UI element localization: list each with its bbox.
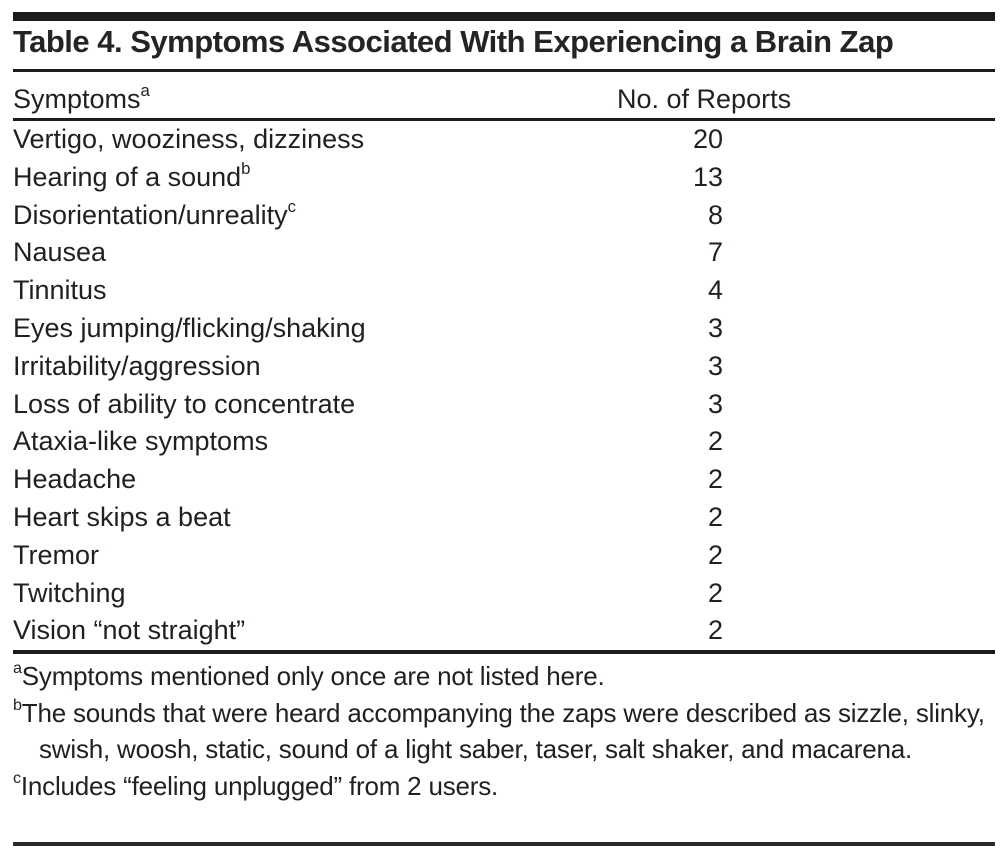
symptom-superscript: b <box>241 158 251 178</box>
report-count-cell: 3 <box>707 312 723 343</box>
footnote-marker: b <box>13 695 22 714</box>
footnote-text: Includes “feeling unplugged” from 2 users. <box>20 770 499 801</box>
table-row <box>13 461 995 499</box>
table-title: Table 4. Symptoms Associated With Experiencing a Brain Zap <box>13 24 894 59</box>
report-count-cell: 3 <box>707 350 723 381</box>
symptom-label: Tinnitus <box>13 275 107 306</box>
table-row <box>13 499 995 537</box>
symptom-label: Nausea <box>13 237 107 268</box>
table-footnotes <box>13 658 995 804</box>
report-count-cell: 2 <box>707 539 723 570</box>
symptom-cell <box>13 612 245 650</box>
symptom-cell <box>13 461 136 499</box>
report-count-cell: 20 <box>692 124 723 154</box>
table-bottom-rule <box>13 842 995 846</box>
footnote-item <box>13 695 995 768</box>
symptom-cell <box>13 310 366 348</box>
symptom-label: Tremor <box>13 539 99 570</box>
body-divider-rule <box>13 650 995 654</box>
footnote-marker: c <box>13 768 21 787</box>
symptom-label: Ataxia-like symptoms <box>13 426 269 457</box>
symptom-cell <box>13 159 250 197</box>
table-row <box>13 537 995 575</box>
symptom-cell <box>13 499 231 537</box>
symptom-label: Eyes jumping/flicking/shaking <box>13 312 366 343</box>
symptom-label: Twitching <box>13 577 126 608</box>
footnote-text: The sounds that were heard accompanying the zaps were described as sizzle, slinky, swish, woosh, static, sound of a light saber, taser, salt shaker, and macarena. <box>21 697 985 764</box>
symptom-cell <box>13 234 106 272</box>
table-row <box>13 310 995 348</box>
footnote-text: Symptoms mentioned only once are not listed here. <box>21 661 605 691</box>
report-count-cell: 13 <box>692 161 723 192</box>
footnote-item <box>13 658 995 695</box>
table-row <box>13 272 995 310</box>
title-divider-rule <box>13 69 995 72</box>
footnote-item <box>13 768 995 805</box>
report-count-cell: 7 <box>707 237 723 268</box>
symptom-cell <box>13 348 261 386</box>
report-count-cell: 2 <box>707 501 723 532</box>
symptom-cell <box>13 423 268 461</box>
table-row <box>13 348 995 386</box>
symptom-cell <box>13 121 364 159</box>
report-count-cell: 2 <box>707 615 723 646</box>
table-row <box>13 159 995 197</box>
table-row <box>13 423 995 461</box>
symptom-label: Loss of ability to concentrate <box>13 388 356 419</box>
table-header-row <box>13 80 995 118</box>
table-row <box>13 234 995 272</box>
symptom-label: Hearing of a sound <box>13 161 242 192</box>
symptom-label: Vertigo, wooziness, dizziness <box>13 124 365 154</box>
table-row <box>13 121 995 159</box>
footnote-marker: a <box>13 659 22 678</box>
symptom-label: Heart skips a beat <box>13 501 231 532</box>
table-row <box>13 197 995 235</box>
report-count-cell: 2 <box>707 426 723 457</box>
report-count-cell: 4 <box>707 275 723 306</box>
table-row <box>13 612 995 650</box>
column-header-reports: No. of Reports <box>617 84 792 114</box>
report-count-cell: 2 <box>707 577 723 608</box>
table-row <box>13 575 995 613</box>
symptom-cell <box>13 537 99 575</box>
symptom-label: Vision “not straight” <box>13 615 246 646</box>
column-header-symptoms-superscript: a <box>140 81 150 100</box>
table-row <box>13 386 995 424</box>
column-header-symptoms-label: Symptoms <box>13 84 141 114</box>
symptom-cell <box>13 197 296 235</box>
symptom-label: Irritability/aggression <box>13 350 261 381</box>
symptom-cell <box>13 272 107 310</box>
symptom-cell <box>13 575 126 613</box>
report-count-cell: 2 <box>707 464 723 495</box>
table-body <box>13 121 995 650</box>
symptom-cell <box>13 386 355 424</box>
column-header-symptoms <box>13 82 150 116</box>
symptom-label: Disorientation/unreality <box>13 199 288 230</box>
report-count-cell: 3 <box>707 388 723 419</box>
symptom-label: Headache <box>13 464 137 495</box>
table-top-rule <box>13 12 995 21</box>
symptom-superscript: c <box>287 196 297 216</box>
report-count-cell: 8 <box>707 199 723 230</box>
